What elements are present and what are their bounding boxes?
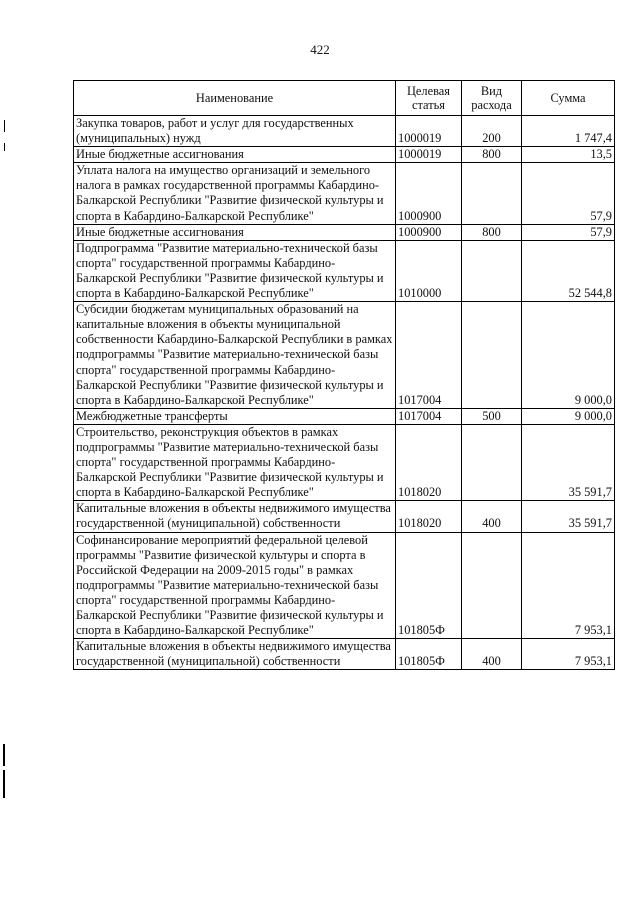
row-name: Подпрограмма "Развитие материально-технической базы спорта" государственной программы Кабардино-Балкарской Республики "Развитие физической культуры и спорта в Кабардино-Балкарской Республике" — [74, 240, 396, 301]
table-row — [74, 224, 615, 240]
row-type — [462, 240, 522, 301]
row-amount: 7 953,1 — [522, 532, 615, 639]
row-name: Иные бюджетные ассигнования — [74, 224, 396, 240]
row-type: 400 — [462, 639, 522, 670]
table-row — [74, 408, 615, 424]
row-name: Строительство, реконструкция объектов в рамках подпрограммы "Развитие материально-технической базы спорта" государственной программы Кабардино-Балкарской Республики "Развитие физической культуры и спорта в Кабардино-Балкарской Республике" — [74, 424, 396, 500]
table-row — [74, 639, 615, 670]
row-code: 1000900 — [396, 224, 462, 240]
table-row — [74, 240, 615, 301]
row-code: 101805Ф — [396, 532, 462, 639]
row-code: 1018020 — [396, 424, 462, 500]
row-amount: 57,9 — [522, 224, 615, 240]
scan-mark — [3, 744, 5, 766]
scan-mark — [4, 143, 5, 151]
row-name: Капитальные вложения в объекты недвижимого имущества государственной (муниципальной) собственности — [74, 639, 396, 670]
table-row — [74, 424, 615, 500]
row-code: 1010000 — [396, 240, 462, 301]
row-code: 1000019 — [396, 116, 462, 147]
row-name: Софинансирование мероприятий федеральной целевой программы "Развитие физической культуры и спорта в Российской Федерации на 2009-2015 годы" в рамках подпрограммы "Развитие материально-технической базы спорта" государственной программы Кабардино-Балкарской Республики "Развитие физической культуры и спорта в Кабардино-Балкарской Республике" — [74, 532, 396, 639]
row-code: 1017004 — [396, 302, 462, 409]
row-type — [462, 163, 522, 224]
header-target-article: Целевая статья — [396, 81, 462, 116]
row-type — [462, 302, 522, 409]
row-amount: 35 591,7 — [522, 501, 615, 532]
row-amount: 35 591,7 — [522, 424, 615, 500]
table-row — [74, 532, 615, 639]
row-amount: 57,9 — [522, 163, 615, 224]
row-amount: 7 953,1 — [522, 639, 615, 670]
row-name: Капитальные вложения в объекты недвижимого имущества государственной (муниципальной) собственности — [74, 501, 396, 532]
row-name: Закупка товаров, работ и услуг для государственных (муниципальных) нужд — [74, 116, 396, 147]
row-type — [462, 424, 522, 500]
table-row — [74, 116, 615, 147]
budget-table — [73, 80, 615, 670]
row-type: 500 — [462, 408, 522, 424]
row-code: 101805Ф — [396, 639, 462, 670]
row-code: 1017004 — [396, 408, 462, 424]
table-row — [74, 302, 615, 409]
table-row — [74, 163, 615, 224]
row-code: 1000900 — [396, 163, 462, 224]
page-number: 422 — [310, 42, 330, 57]
row-name: Межбюджетные трансферты — [74, 408, 396, 424]
row-type — [462, 532, 522, 639]
row-name: Уплата налога на имущество организаций и земельного налога в рамках государственной программы Кабардино-Балкарской Республики "Развитие физической культуры и спорта в Кабардино-Балкарской Республике" — [74, 163, 396, 224]
header-amount: Сумма — [522, 81, 615, 116]
table-header-row — [74, 81, 615, 116]
row-amount: 9 000,0 — [522, 302, 615, 409]
row-type: 400 — [462, 501, 522, 532]
row-amount: 9 000,0 — [522, 408, 615, 424]
header-expense-type: Вид расхода — [462, 81, 522, 116]
row-amount: 1 747,4 — [522, 116, 615, 147]
table-row — [74, 501, 615, 532]
row-name: Иные бюджетные ассигнования — [74, 147, 396, 163]
row-code: 1000019 — [396, 147, 462, 163]
row-type: 200 — [462, 116, 522, 147]
row-type: 800 — [462, 224, 522, 240]
row-amount: 52 544,8 — [522, 240, 615, 301]
row-type: 800 — [462, 147, 522, 163]
row-amount: 13,5 — [522, 147, 615, 163]
scan-mark — [3, 770, 5, 798]
scan-mark — [4, 120, 5, 132]
table-row — [74, 147, 615, 163]
row-name: Субсидии бюджетам муниципальных образований на капитальные вложения в объекты муниципальной собственности Кабардино-Балкарской Республики в рамках подпрограммы "Развитие материально-технической базы спорта" государственной программы Кабардино-Балкарской Республики "Развитие физической культуры и спорта в Кабардино-Балкарской Республике" — [74, 302, 396, 409]
header-name: Наименование — [74, 81, 396, 116]
row-code: 1018020 — [396, 501, 462, 532]
